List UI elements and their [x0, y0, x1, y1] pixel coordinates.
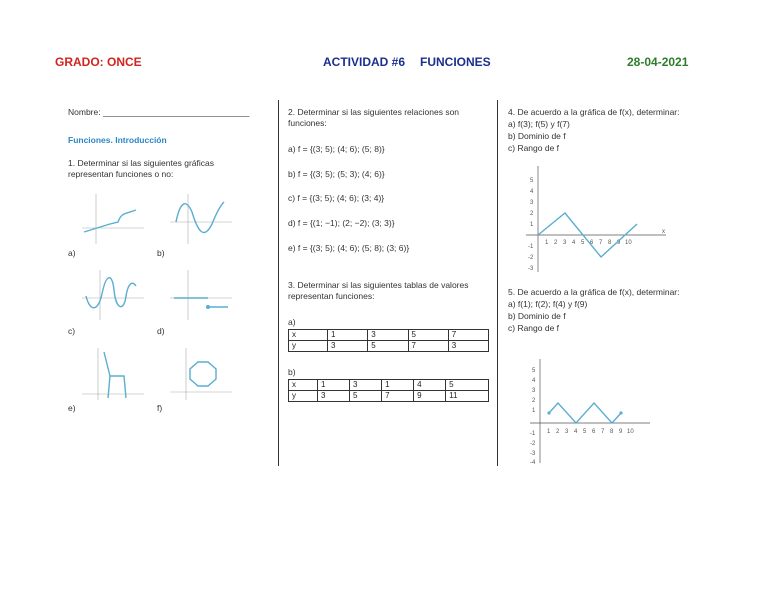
table-cell: 5 [350, 391, 382, 402]
q1-text-line2: representan funciones o no: [68, 169, 174, 179]
x-tick-label: 5 [581, 240, 585, 246]
q4-item-c: c) Rango de f [508, 143, 560, 153]
table-cell: 7 [448, 330, 488, 341]
table-cell: 5 [408, 330, 448, 341]
y-tick-label: 3 [530, 200, 534, 206]
q3-text-line1: 3. Determinar si las siguientes tablas de valores [288, 280, 469, 290]
q3-text-line2: representan funciones: [288, 291, 375, 301]
q5-item-b: b) Dominio de f [508, 311, 566, 321]
table-b-label: b) [288, 367, 296, 377]
topic-label: FUNCIONES [420, 55, 491, 69]
column-divider-2 [497, 100, 498, 466]
x-tick-label: 2 [554, 240, 558, 246]
q5-text-line1: 5. De acuerdo a la gráfica de f(x), determinar: [508, 287, 680, 297]
q2-text-line1: 2. Determinar si las siguientes relaciones son [288, 107, 460, 117]
grade-label: GRADO: ONCE [55, 55, 142, 69]
y-tick-labels [530, 368, 536, 465]
x-tick-label: 7 [599, 240, 603, 246]
table-cell: 3 [328, 341, 368, 352]
label-a: a) [68, 248, 76, 258]
y-tick-label: 4 [530, 189, 534, 195]
end-point [619, 411, 622, 414]
relation-d: d) f = {(1; −1); (2; −2); (3; 3)} [288, 218, 395, 228]
q2-text-line2: funciones: [288, 118, 327, 128]
table-cell: 1 [318, 380, 350, 391]
table-cell: 7 [382, 391, 414, 402]
x-tick-label: 7 [601, 429, 605, 435]
y-tick-labels [528, 178, 534, 272]
x-tick-label: 5 [583, 429, 587, 435]
table-row [289, 330, 489, 341]
table-row [289, 391, 489, 402]
table-cell: y [289, 391, 318, 402]
y-tick-label: -4 [530, 460, 536, 465]
table-cell: y [289, 341, 328, 352]
table-cell: 3 [350, 380, 382, 391]
table-cell: 3 [318, 391, 350, 402]
graph-b [168, 192, 234, 247]
table-cell: x [289, 380, 318, 391]
name-field-label: Nombre: _______________________________ [68, 107, 250, 117]
y-tick-label: -1 [528, 244, 534, 250]
relation-a: a) f = {(3; 5); (4; 6); (5; 8)} [288, 144, 385, 154]
x-axis-letter: x [662, 229, 665, 235]
section-title: Funciones. Introducción [68, 135, 167, 145]
relation-b: b) f = {(3; 5); (5; 3); (4; 6)} [288, 169, 385, 179]
graph-c [80, 268, 146, 323]
table-cell: 1 [328, 330, 368, 341]
column-divider-1 [278, 100, 279, 466]
table-row [289, 341, 489, 352]
table-a [288, 329, 489, 352]
x-tick-label: 10 [627, 429, 634, 435]
label-d: d) [157, 326, 165, 336]
label-b: b) [157, 248, 165, 258]
q4-text-line1: 4. De acuerdo a la gráfica de f(x), determinar: [508, 107, 680, 117]
y-tick-label: -3 [530, 451, 536, 457]
y-tick-label: -2 [528, 255, 534, 261]
y-tick-label: 1 [530, 222, 534, 228]
y-tick-label: 2 [532, 398, 536, 404]
table-b [288, 379, 489, 402]
x-tick-label: 9 [619, 429, 623, 435]
q5-item-c: c) Rango de f [508, 323, 560, 333]
graph-d [168, 268, 234, 323]
graph-e [80, 346, 146, 401]
x-tick-label: 3 [563, 240, 567, 246]
y-tick-label: 3 [532, 388, 536, 394]
date-label: 28-04-2021 [627, 55, 689, 69]
graph-a [80, 192, 146, 247]
x-tick-label: 4 [572, 240, 576, 246]
start-point [547, 411, 550, 414]
table-cell: 11 [446, 391, 489, 402]
x-tick-label: 1 [547, 429, 551, 435]
graph-f [168, 346, 234, 401]
function-line [549, 403, 621, 423]
y-tick-label: -2 [530, 441, 536, 447]
y-tick-label: 2 [530, 211, 534, 217]
x-tick-label: 6 [592, 429, 596, 435]
graph-q4 [520, 160, 670, 275]
q4-item-b: b) Dominio de f [508, 131, 566, 141]
table-cell: 7 [408, 341, 448, 352]
x-tick-label: 8 [608, 240, 612, 246]
q1-text-line1: 1. Determinar si las siguientes gráficas [68, 158, 214, 168]
y-tick-label: 1 [532, 408, 536, 414]
y-tick-label: 5 [532, 368, 536, 374]
x-tick-labels [547, 429, 634, 435]
table-cell: 5 [368, 341, 408, 352]
table-cell: 3 [368, 330, 408, 341]
x-tick-label: 8 [610, 429, 614, 435]
x-tick-label: 2 [556, 429, 560, 435]
x-tick-label: 3 [565, 429, 569, 435]
x-tick-label: 1 [545, 240, 549, 246]
table-row [289, 380, 489, 391]
relation-e: e) f = {(3; 5); (4; 6); (5; 8); (3; 6)} [288, 243, 410, 253]
table-cell: 4 [414, 380, 446, 391]
x-tick-label: 9 [617, 240, 621, 246]
graph-q5 [524, 355, 654, 465]
label-f: f) [157, 403, 163, 413]
table-cell: x [289, 330, 328, 341]
y-tick-label: -3 [528, 266, 534, 272]
table-cell: 3 [448, 341, 488, 352]
table-cell: 1 [382, 380, 414, 391]
x-tick-label: 4 [574, 429, 578, 435]
y-tick-label: -1 [530, 431, 536, 437]
y-tick-label: 5 [530, 178, 534, 184]
x-tick-label: 6 [590, 240, 594, 246]
q4-item-a: a) f(3); f(5) y f(7) [508, 119, 570, 129]
q5-item-a: a) f(1); f(2); f(4) y f(9) [508, 299, 588, 309]
relation-c: c) f = {(3; 5); (4; 6); (3; 4)} [288, 193, 385, 203]
x-tick-label: 10 [625, 240, 632, 246]
y-tick-label: 4 [532, 378, 536, 384]
table-cell: 5 [446, 380, 489, 391]
table-a-label: a) [288, 317, 296, 327]
label-c: c) [68, 326, 76, 336]
table-cell: 9 [414, 391, 446, 402]
activity-label: ACTIVIDAD #6 [323, 55, 406, 69]
label-e: e) [68, 403, 76, 413]
